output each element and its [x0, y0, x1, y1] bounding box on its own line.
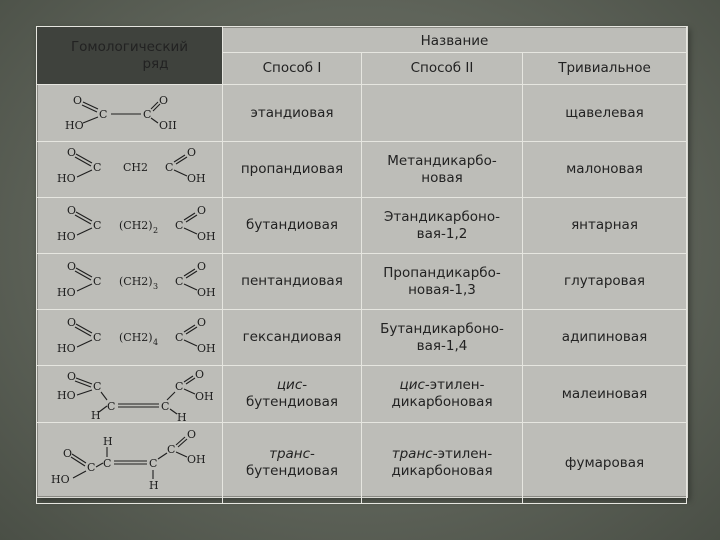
- table-row: [37, 254, 687, 310]
- trivial-cell: малоновая: [523, 142, 687, 198]
- method2-line1: Пропандикарбо-: [383, 264, 501, 281]
- svg-text:C: C: [175, 331, 184, 344]
- svg-text:O: O: [67, 370, 77, 383]
- name-group-header: Название: [223, 27, 687, 53]
- svg-text:HO: HO: [57, 230, 76, 243]
- method1-hyphen: -: [310, 446, 315, 462]
- svg-text:C: C: [167, 443, 176, 456]
- glutaric-acid-formula: [41, 254, 227, 309]
- method2-line2: новая: [421, 169, 463, 186]
- svg-text:C: C: [175, 219, 184, 232]
- method2-line2: дикарбоновая: [391, 394, 493, 410]
- svg-text:(CH2): (CH2): [119, 275, 153, 288]
- svg-text:O: O: [67, 204, 77, 217]
- trans-prefix: транс: [391, 446, 433, 462]
- svg-text:C: C: [93, 275, 102, 288]
- svg-text:C: C: [103, 457, 112, 470]
- trivial-cell: адипиновая: [523, 310, 687, 366]
- svg-text:O: O: [195, 368, 205, 381]
- method2-line2: вая-1,4: [416, 337, 468, 354]
- method2-line2: новая-1,3: [408, 281, 476, 298]
- maleic-acid-formula: [41, 366, 227, 422]
- svg-text:CH2: CH2: [123, 161, 149, 174]
- trivial-cell: фумаровая: [523, 423, 687, 504]
- cis-prefix: цис: [276, 377, 303, 393]
- svg-text:C: C: [149, 457, 158, 470]
- svg-text:C: C: [87, 461, 96, 474]
- svg-text:C: C: [107, 400, 116, 413]
- svg-text:O: O: [197, 316, 207, 329]
- svg-text:H: H: [149, 479, 159, 492]
- dicarboxylic-acids-table: [36, 26, 687, 504]
- svg-text:O: O: [67, 316, 77, 329]
- malonic-acid-formula: [41, 142, 227, 197]
- svg-text:C: C: [93, 380, 102, 393]
- svg-text:HO: HO: [57, 172, 76, 185]
- svg-text:C: C: [93, 219, 102, 232]
- structure-succinic-acid: [37, 198, 223, 254]
- svg-text:O: O: [67, 260, 77, 273]
- method1-header: Способ I: [223, 53, 362, 85]
- method2-line2: вая-1,2: [416, 225, 468, 242]
- trivial-cell: янтарная: [523, 198, 687, 254]
- svg-text:OH: OH: [195, 390, 214, 403]
- structure-fumaric-acid: [37, 423, 223, 504]
- svg-text:OH: OH: [197, 230, 216, 243]
- structure-malonic-acid: [37, 142, 223, 198]
- svg-text:O: O: [67, 146, 77, 159]
- svg-text:HO: HO: [57, 286, 76, 299]
- svg-text:O: O: [159, 94, 169, 107]
- method1-line2: бутендиовая: [245, 463, 339, 479]
- svg-text:O: O: [187, 146, 197, 159]
- method2-line1: Бутандикарбоно-: [380, 320, 504, 337]
- cis-prefix: цис: [399, 377, 425, 393]
- svg-text:HO: HO: [51, 473, 70, 486]
- svg-text:OH: OH: [187, 453, 206, 466]
- svg-text:H: H: [103, 435, 113, 448]
- method1-cell: [223, 423, 362, 504]
- svg-text:C: C: [175, 275, 184, 288]
- method2-cell: [362, 423, 523, 504]
- table-row: [37, 366, 687, 423]
- adipic-acid-formula: [41, 310, 227, 365]
- series-header-line2: ряд: [142, 55, 169, 72]
- header-row-1: [37, 27, 687, 53]
- svg-text:C: C: [99, 108, 108, 121]
- method2-line1: -этилен-: [424, 377, 485, 393]
- svg-text:C: C: [93, 331, 102, 344]
- svg-text:C: C: [175, 380, 184, 393]
- svg-text:C: C: [93, 161, 102, 174]
- fumaric-acid-formula: [41, 423, 227, 503]
- method1-line2: бутендиовая: [245, 394, 339, 410]
- method2-cell: [362, 254, 523, 310]
- table-row: [37, 85, 687, 142]
- svg-text:H: H: [91, 409, 101, 422]
- svg-text:O: O: [73, 94, 83, 107]
- svg-text:C: C: [161, 400, 170, 413]
- method2-cell: [362, 85, 523, 142]
- trivial-cell: щавелевая: [523, 85, 687, 142]
- table-row: [37, 198, 687, 254]
- trivial-cell: глутаровая: [523, 254, 687, 310]
- method1-cell: пентандиовая: [223, 254, 362, 310]
- svg-text:HO: HO: [65, 119, 84, 132]
- method2-line1: Этандикарбоно-: [383, 208, 501, 225]
- method2-cell: [362, 366, 523, 423]
- method1-cell: [223, 366, 362, 423]
- svg-text:OH: OH: [197, 286, 216, 299]
- method2-line1: -этилен-: [432, 446, 493, 462]
- method1-cell: бутандиовая: [223, 198, 362, 254]
- svg-text:(CH2): (CH2): [119, 219, 153, 232]
- svg-text:O: O: [63, 447, 73, 460]
- method2-cell: [362, 142, 523, 198]
- oxalic-acid-formula: [41, 85, 227, 141]
- method2-line2: дикарбоновая: [391, 463, 493, 479]
- structure-adipic-acid: [37, 310, 223, 366]
- structure-oxalic-acid: [37, 85, 223, 142]
- series-header-line1: Гомологический: [70, 38, 189, 55]
- trivial-header: Тривиальное: [523, 53, 687, 85]
- table-row: [37, 142, 687, 198]
- svg-text:HO: HO: [57, 342, 76, 355]
- svg-text:H: H: [177, 411, 187, 422]
- method2-cell: [362, 198, 523, 254]
- svg-text:C: C: [143, 108, 152, 121]
- table-row: [37, 310, 687, 366]
- succinic-acid-formula: [41, 198, 227, 253]
- svg-text:OII: OII: [159, 119, 177, 132]
- method2-cell: [362, 310, 523, 366]
- method1-hyphen: -: [302, 377, 308, 393]
- table-row: [37, 423, 687, 504]
- trans-prefix: транс: [269, 446, 311, 462]
- svg-text:2: 2: [153, 226, 159, 235]
- method2-line1: Метандикарбо-: [387, 152, 497, 169]
- svg-text:4: 4: [153, 338, 159, 347]
- method1-cell: этандиовая: [223, 85, 362, 142]
- series-header: [37, 27, 223, 85]
- structure-maleic-acid: [37, 366, 223, 423]
- svg-text:C: C: [165, 161, 174, 174]
- svg-text:O: O: [197, 260, 207, 273]
- svg-text:(CH2): (CH2): [119, 331, 153, 344]
- structure-glutaric-acid: [37, 254, 223, 310]
- svg-text:OH: OH: [197, 342, 216, 355]
- svg-text:OH: OH: [187, 172, 206, 185]
- trivial-cell: малеиновая: [523, 366, 687, 423]
- svg-text:O: O: [197, 204, 207, 217]
- svg-text:3: 3: [153, 282, 159, 291]
- method1-cell: гександиовая: [223, 310, 362, 366]
- svg-text:O: O: [187, 428, 197, 441]
- method2-header: Способ II: [362, 53, 523, 85]
- svg-text:HO: HO: [57, 389, 76, 402]
- method1-cell: пропандиовая: [223, 142, 362, 198]
